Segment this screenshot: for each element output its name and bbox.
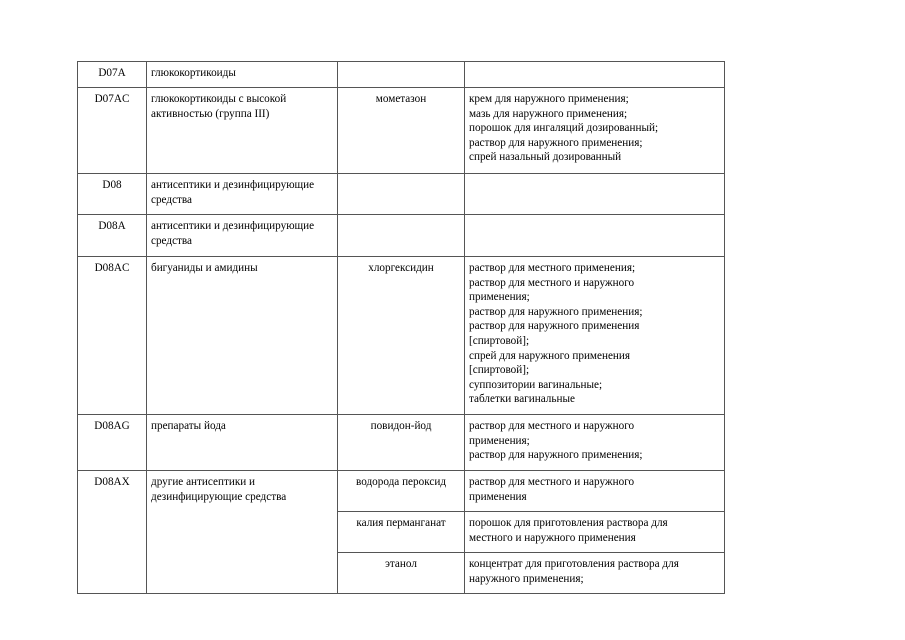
dosage-form: применения (469, 490, 527, 503)
table-row (78, 415, 725, 471)
drug-name-cell: водорода пероксид (338, 471, 465, 512)
atc-code-cell: D08 (78, 174, 147, 215)
dosage-form: порошок для ингаляций дозированный; (469, 122, 659, 135)
table-row (78, 62, 725, 88)
drug-name-cell: этанол (338, 553, 465, 594)
group-name-cell: глюкокортикоиды с высокой активностью (группа III) (147, 88, 338, 174)
dosage-form: [спиртовой]; (469, 334, 530, 347)
dosage-form: местного и наружного применения (469, 531, 636, 544)
dosage-forms-cell (465, 257, 725, 415)
dosage-form: концентрат для приготовления раствора для (469, 558, 679, 570)
group-name-cell: антисептики и дезинфицирующие средства (147, 215, 338, 257)
dosage-form: раствор для местного применения; (469, 262, 636, 274)
dosage-forms-cell (465, 215, 725, 257)
table-row (78, 88, 725, 174)
atc-code-cell: D08AG (78, 415, 147, 471)
atc-code-cell: D07A (78, 62, 147, 88)
table-row (78, 471, 725, 512)
drug-name-cell: хлоргексидин (338, 257, 465, 415)
table-row (78, 174, 725, 215)
dosage-form: суппозитории вагинальные; (469, 378, 603, 391)
drug-name-cell: повидон-йод (338, 415, 465, 471)
dosage-form: раствор для наружного применения (469, 320, 640, 333)
dosage-form: порошок для приготовления раствора для (469, 517, 668, 529)
dosage-form: таблетки вагинальные (469, 393, 575, 406)
dosage-form: крем для наружного применения; (469, 93, 629, 105)
dosage-forms-cell (465, 62, 725, 88)
atc-code-cell: D08AC (78, 257, 147, 415)
dosage-form: мазь для наружного применения; (469, 107, 628, 120)
dosage-forms-cell (465, 88, 725, 174)
dosage-form: спрей назальный дозированный (469, 151, 622, 164)
atc-code-cell: D07AC (78, 88, 147, 174)
dosage-form: раствор для наружного применения; (469, 449, 643, 462)
dosage-form: раствор для местного и наружного (469, 420, 635, 432)
dosage-forms-cell (465, 553, 725, 594)
group-name-cell: глюкокортикоиды (147, 62, 338, 88)
dosage-form: раствор для наружного применения; (469, 305, 643, 318)
dosage-form: раствор для местного и наружного (469, 276, 635, 289)
drug-name-cell (338, 174, 465, 215)
drug-classification-table (77, 61, 725, 594)
group-name-cell: бигуаниды и амидины (147, 257, 338, 415)
drug-name-cell: мометазон (338, 88, 465, 174)
dosage-form: применения; (469, 291, 530, 304)
dosage-form: применения; (469, 434, 530, 447)
dosage-forms-cell (465, 512, 725, 553)
dosage-forms-cell (465, 415, 725, 471)
dosage-form: наружного применения; (469, 572, 584, 585)
atc-code-cell: D08AX (78, 471, 147, 594)
table-row (78, 215, 725, 257)
dosage-form: [спиртовой]; (469, 364, 530, 377)
dosage-forms-cell (465, 471, 725, 512)
atc-code-cell: D08A (78, 215, 147, 257)
group-name-cell: препараты йода (147, 415, 338, 471)
drug-name-cell: калия перманганат (338, 512, 465, 553)
drug-name-cell (338, 215, 465, 257)
dosage-form: раствор для местного и наружного (469, 476, 635, 488)
group-name-cell: антисептики и дезинфицирующие средства (147, 174, 338, 215)
dosage-forms-cell (465, 174, 725, 215)
dosage-form: раствор для наружного применения; (469, 136, 643, 149)
group-name-cell: другие антисептики и дезинфицирующие средства (147, 471, 338, 594)
dosage-form: спрей для наружного применения (469, 349, 631, 362)
drug-name-cell (338, 62, 465, 88)
table-row (78, 257, 725, 415)
